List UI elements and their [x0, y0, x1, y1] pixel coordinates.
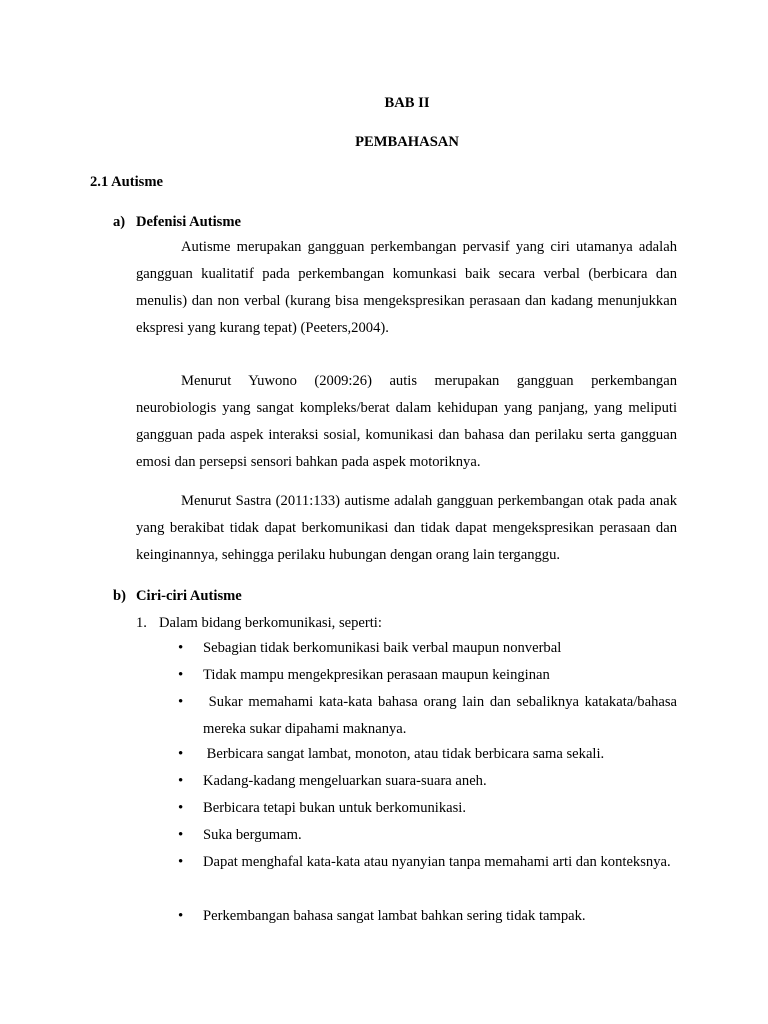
paragraph-yuwono-text: Menurut Yuwono (2009:26) autis merupakan gangguan perkembangan neurobiologis yang sangat kompleks/berat dalam kehidupan yang panjang, yang meliputi gangguan pada aspek interaksi sosial, komunikasi dan bahasa dan perilaku serta gangguan emosi dan persepsi sensori bahkan pada aspek motoriknya. [136, 373, 677, 470]
bullet-item [178, 903, 677, 930]
paragraph-yuwono [136, 368, 677, 476]
paragraph-definition-text: Autisme merupakan gangguan perkembangan pervasif yang ciri utamanya adalah gangguan kualitatif pada perkembangan komunkasi baik secara verbal (berbicara dan menulis) dan non verbal (kurang bisa mengekspresikan perasaan dan kadang menunjukkan ekspresi yang kurang tepat) (Peeters,2004). [136, 239, 677, 336]
chapter-label: BAB II [384, 95, 430, 111]
bullet-icon: • [178, 694, 184, 710]
bullet-icon: • [178, 667, 184, 683]
paragraph-definition [136, 234, 677, 342]
subsection-a-marker: a) [113, 214, 126, 230]
bullet-item [178, 662, 677, 689]
subsection-b-marker: b) [113, 588, 126, 604]
numbered-item-number: 1. [136, 615, 147, 631]
bullet-icon: • [178, 640, 184, 656]
bullet-item [178, 768, 677, 795]
bullet-text: Dapat menghafal kata-kata atau nyanyian tanpa memahami arti dan konteksnya. [203, 854, 671, 870]
bullet-text: Suka bergumam. [203, 827, 302, 843]
bullet-item [178, 741, 677, 768]
bullet-item [178, 635, 677, 662]
numbered-item-text: Dalam bidang berkomunikasi, seperti: [159, 615, 382, 631]
section-heading: 2.1 Autisme [90, 174, 163, 190]
bullet-text: Sukar memahami kata-kata bahasa orang lain dan sebaliknya katakata/bahasa mereka sukar dipahami maknanya. [203, 694, 681, 737]
bullet-text: Perkembangan bahasa sangat lambat bahkan sering tidak tampak. [203, 908, 586, 924]
paragraph-sastra-text: Menurut Sastra (2011:133) autisme adalah gangguan perkembangan otak pada anak yang berakibat tidak dapat berkomunikasi dan tidak dapat mengekspresikan perasaan dan keinginannya, sehingga perilaku hubungan dengan orang lain terganggu. [136, 493, 677, 563]
subsection-b-heading: Ciri-ciri Autisme [136, 588, 242, 604]
bullet-item [178, 795, 677, 822]
bullet-text: Berbicara tetapi bukan untuk berkomunikasi. [203, 800, 467, 816]
bullet-icon: • [178, 746, 184, 762]
bullet-text: Tidak mampu mengekpresikan perasaan maupun keinginan [203, 667, 550, 683]
bullet-icon: • [178, 854, 184, 870]
bullet-icon: • [178, 773, 184, 789]
bullet-text: Sebagian tidak berkomunikasi baik verbal maupun nonverbal [203, 640, 562, 656]
bullet-item [178, 822, 677, 849]
bullet-item [178, 849, 677, 903]
chapter-title: PEMBAHASAN [355, 134, 459, 150]
bullet-icon: • [178, 800, 184, 816]
subsection-a-heading: Defenisi Autisme [136, 214, 241, 230]
paragraph-sastra [136, 488, 677, 569]
bullet-text: Kadang-kadang mengeluarkan suara-suara aneh. [203, 773, 487, 789]
bullet-text: Berbicara sangat lambat, monoton, atau tidak berbicara sama sekali. [203, 746, 605, 762]
bullet-icon: • [178, 908, 184, 924]
bullet-icon: • [178, 827, 184, 843]
bullet-item [178, 689, 681, 743]
